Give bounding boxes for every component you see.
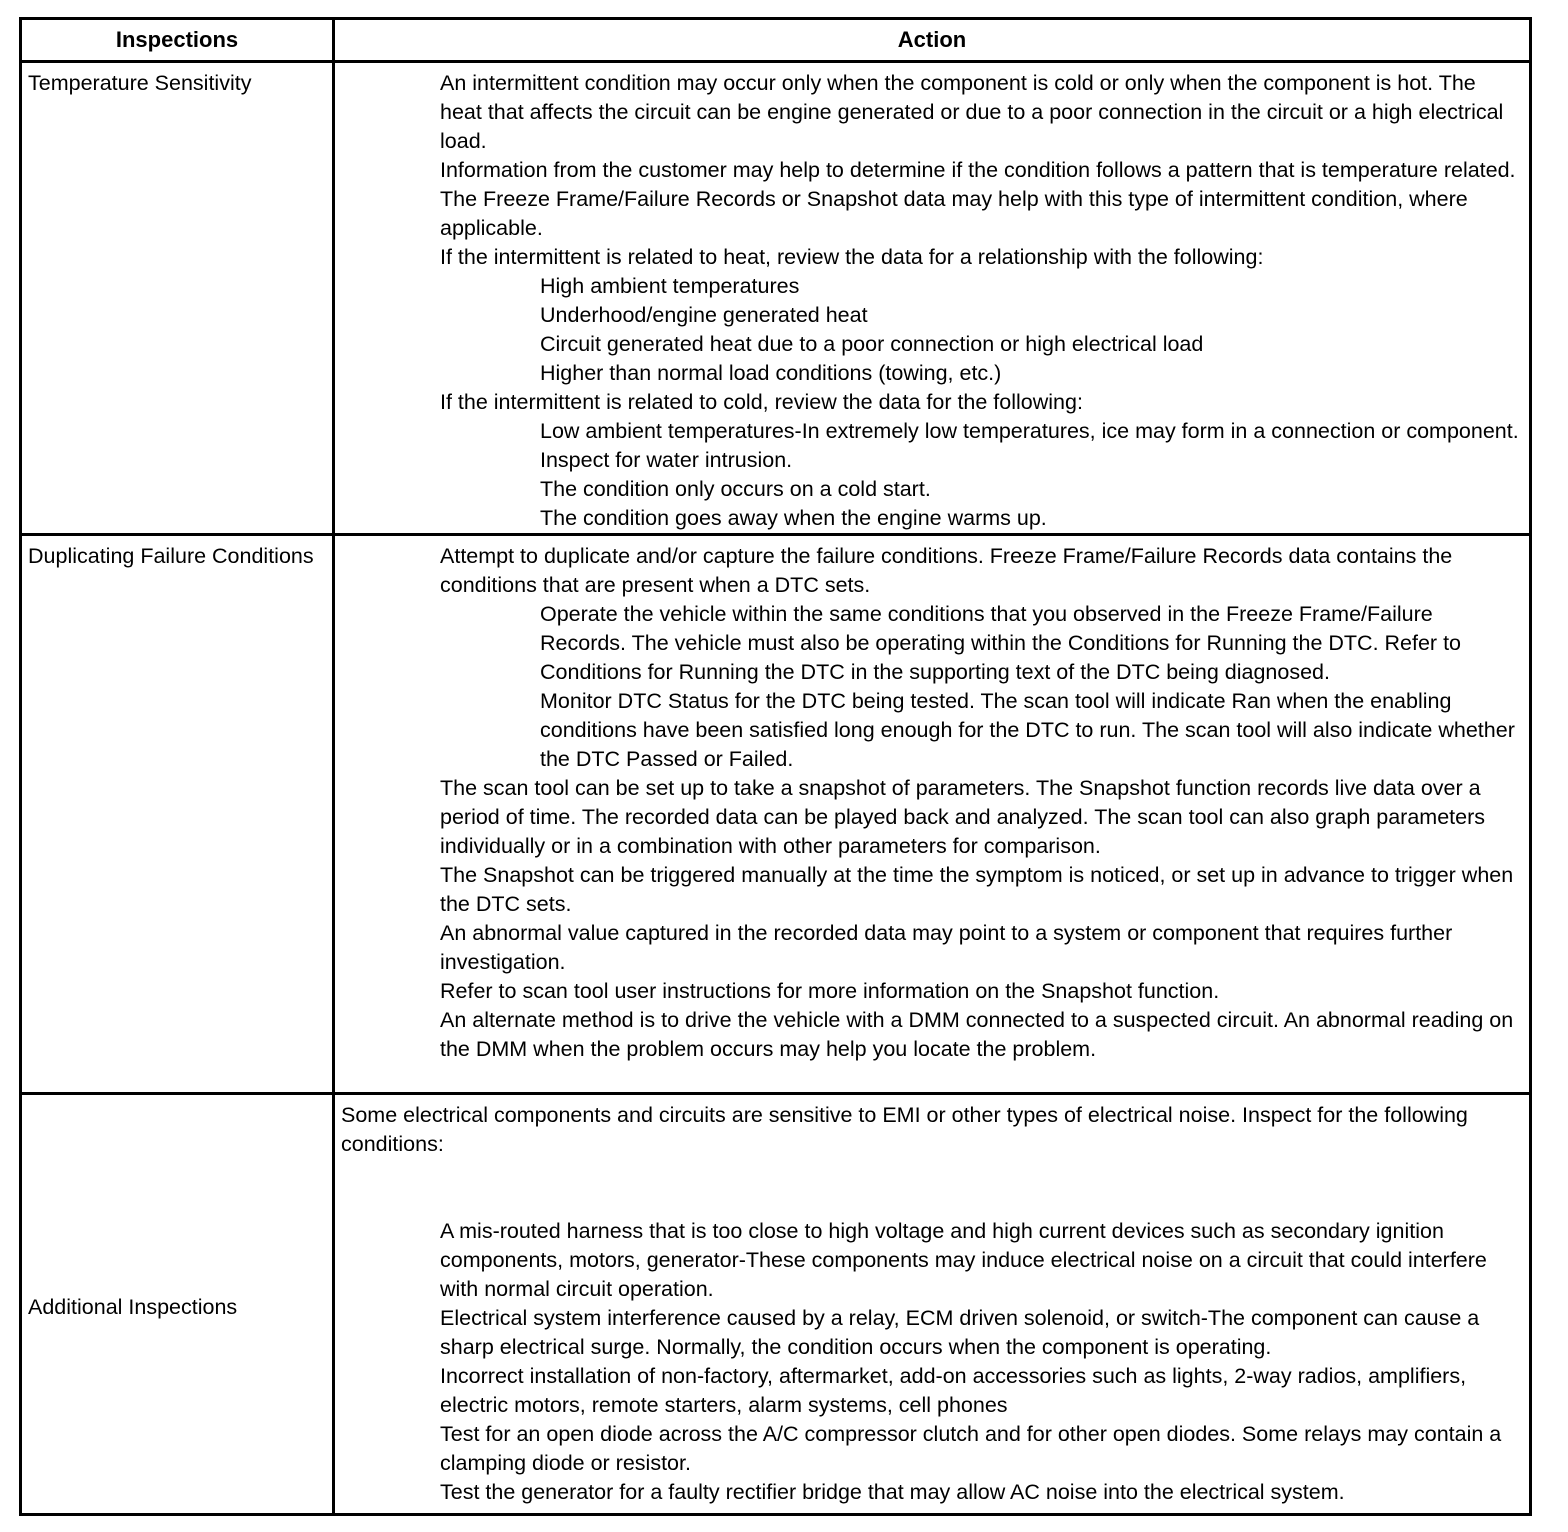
action-paragraph: Test for an open diode across the A/C compressor clutch and for other open diodes. Some relays may contain a clamping diode or resistor. <box>440 1422 1502 1475</box>
action-cell <box>341 1101 1521 1507</box>
action-paragraph: Test the generator for a faulty rectifier bridge that may allow AC noise into the electrical system. <box>440 1480 1345 1504</box>
action-paragraph: An abnormal value captured in the recorded data may point to a system or component that requires further investigation. <box>440 921 1453 974</box>
action-subitem: The condition goes away when the engine warms up. <box>540 506 1047 530</box>
table-row <box>22 63 1529 536</box>
action-subitem: Monitor DTC Status for the DTC being tested. The scan tool will indicate Ran when the enabling conditions have been satisfied long enough for the DTC to run. The scan tool will also indicate whether the DTC Passed or Failed. <box>540 689 1515 771</box>
action-subitem: High ambient temperatures <box>540 274 800 298</box>
action-paragraph: An alternate method is to drive the vehicle with a DMM connected to a suspected circuit. An abnormal reading on the DMM when the problem occurs may help you locate the problem. <box>440 1008 1514 1061</box>
action-subitem: Underhood/engine generated heat <box>540 303 868 327</box>
action-paragraph: Electrical system interference caused by a relay, ECM driven solenoid, or switch-The component can cause a sharp electrical surge. Normally, the condition occurs when the component is operating. <box>440 1306 1480 1359</box>
action-paragraph: If the intermittent is related to cold, review the data for the following: <box>440 390 1083 414</box>
action-subitem: The condition only occurs on a cold start. <box>540 477 931 501</box>
inspection-additional-inspections: Additional Inspections <box>28 1295 238 1319</box>
action-cell <box>440 542 1521 1064</box>
table-row <box>22 536 1529 1095</box>
action-paragraph: Some electrical components and circuits are sensitive to EMI or other types of electrical noise. Inspect for the following conditions: <box>341 1103 1468 1156</box>
action-paragraph: A mis-routed harness that is too close to high voltage and high current devices such as secondary ignition components, motors, generator-These components may induce electrical noise on a circuit that could interfere with normal circuit operation. <box>440 1219 1487 1301</box>
action-paragraph: Information from the customer may help to determine if the condition follows a pattern that is temperature related. The Freeze Frame/Failure Records or Snapshot data may help with this type of intermittent condition, where applicable. <box>440 158 1516 240</box>
table-header-row <box>22 20 1529 63</box>
action-paragraph: An intermittent condition may occur only when the component is cold or only when the component is hot. The heat that affects the circuit can be engine generated or due to a poor connection in the circuit or a high electrical load. <box>440 71 1504 153</box>
action-paragraph: The scan tool can be set up to take a snapshot of parameters. The Snapshot function records live data over a period of time. The recorded data can be played back and analyzed. The scan tool can also graph parameters individually or in a combination with other parameters for comparison. <box>440 776 1485 858</box>
column-divider <box>332 63 335 533</box>
inspection-duplicating-failure-conditions: Duplicating Failure Conditions <box>28 544 314 568</box>
header-action: Action <box>897 27 967 52</box>
inspection-temperature-sensitivity: Temperature Sensitivity <box>28 71 252 95</box>
action-subitem: Higher than normal load conditions (towing, etc.) <box>540 361 1002 385</box>
header-inspections: Inspections <box>115 27 239 52</box>
action-paragraph: Refer to scan tool user instructions for more information on the Snapshot function. <box>440 979 1220 1003</box>
column-divider <box>332 1095 335 1513</box>
action-paragraph: The Snapshot can be triggered manually at the time the symptom is noticed, or set up in advance to trigger when the DTC sets. <box>440 863 1514 916</box>
column-divider <box>332 536 335 1092</box>
action-subitem: Circuit generated heat due to a poor connection or high electrical load <box>540 332 1204 356</box>
inspections-table <box>19 17 1532 1516</box>
table-row <box>22 1095 1529 1513</box>
action-paragraph: Incorrect installation of non-factory, aftermarket, add-on accessories such as lights, 2-way radios, amplifiers, electric motors, remote starters, alarm systems, cell phones <box>440 1364 1467 1417</box>
action-paragraph: If the intermittent is related to heat, review the data for a relationship with the following: <box>440 245 1264 269</box>
action-subitem: Operate the vehicle within the same conditions that you observed in the Freeze Frame/Failure Records. The vehicle must also be operating within the Conditions for Running the DTC. Refer to Conditions for Running the DTC in the supporting text of the DTC being diagnosed. <box>540 602 1461 684</box>
action-cell <box>440 69 1521 533</box>
action-subitem: Low ambient temperatures-In extremely low temperatures, ice may form in a connection or component. Inspect for water intrusion. <box>540 419 1519 472</box>
action-paragraph: Attempt to duplicate and/or capture the failure conditions. Freeze Frame/Failure Records data contains the conditions that are present when a DTC sets. <box>440 544 1453 597</box>
